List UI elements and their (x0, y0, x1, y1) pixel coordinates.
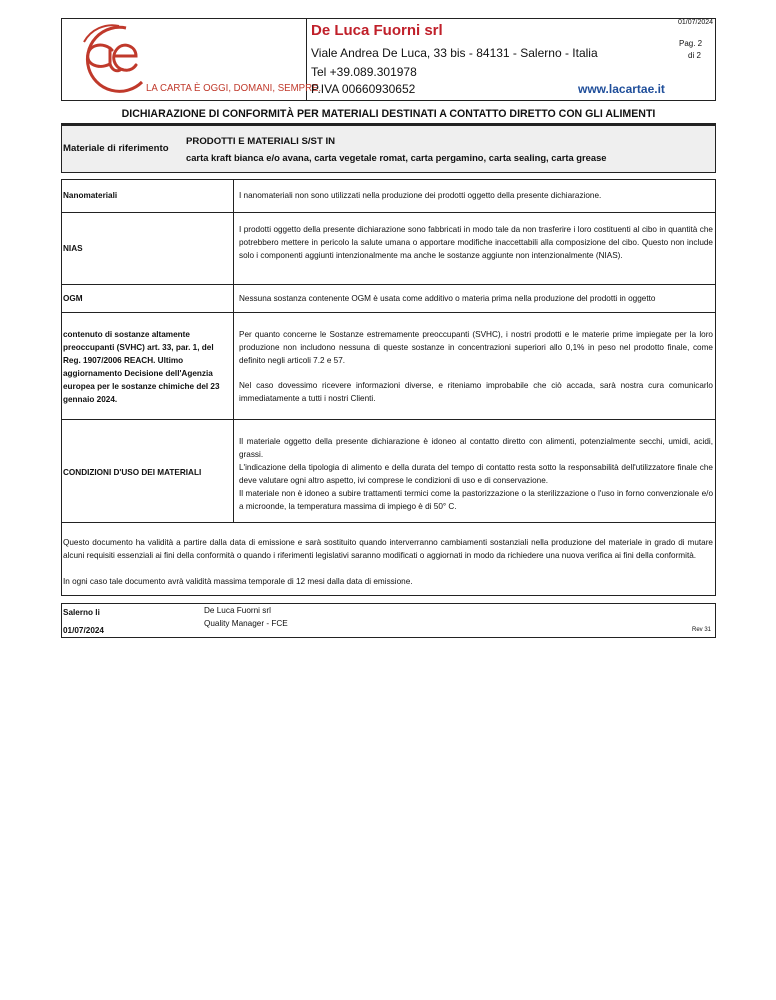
signature-box (61, 603, 716, 638)
nano-label: Nanomateriali (63, 191, 118, 200)
conditions-text-2: L'indicazione della tipologia di alimento e della durata del tempo di contatto resta sotto la responsabilità dell'utilizzatore finale che deve valutare ogni altro aspetto, ivi comprese le condizioni di uso e di conservazione. (239, 463, 713, 485)
footer-company: De Luca Fuorni srl (204, 606, 271, 615)
reference-label: Materiale di riferimento (63, 143, 169, 154)
page-number: Pag. 2 (679, 39, 703, 48)
document-title: DICHIARAZIONE DI CONFORMITÀ PER MATERIALI DESTINATI A CONTATTO DIRETTO CON GLI ALIMENTI (121, 108, 656, 120)
nias-label: NIAS (63, 244, 83, 253)
row-divider-1 (61, 212, 716, 213)
svhc-label: contenuto di sostanze altamente preoccupanti (SVHC) art. 33, par. 1, del Reg. 1907/2006 REACH. Ultimo aggiornamento Decisione dell'Agenzia europea per le sostanze chimiche del 23 gennaio 2024. (63, 330, 220, 404)
row-divider-2 (61, 284, 716, 285)
company-address: Viale Andrea De Luca, 33 bis - 84131 - Salerno - Italia (311, 46, 598, 60)
company-logo (64, 20, 322, 98)
footer-place: Salerno li (63, 608, 100, 617)
conditions-label: CONDIZIONI D'USO DEI MATERIALI (63, 468, 202, 477)
nias-text: I prodotti oggetto della presente dichiarazione sono fabbricati in modo tale da non trasferire i loro costituenti al cibo in quantità che potrebbero mettere in pericolo la salute umana o apportare modifiche inaccettabili alla composizione del cibo. Questo non include solo i componenti aggiunti intenzionalmente ma anche le sostanze aggiunte non intenzionalmente (NIAS). (239, 225, 713, 260)
footer-role: Quality Manager - FCE (204, 619, 288, 628)
row-divider-5 (61, 522, 716, 523)
company-phone: Tel +39.089.301978 (311, 65, 417, 79)
table-column-divider (233, 179, 234, 522)
conditions-text-1: Il materiale oggetto della presente dichiarazione è idoneo al contatto diretto con alimenti, potenzialmente secchi, umidi, acidi, grassi. (239, 437, 713, 459)
ogm-label: OGM (63, 294, 83, 303)
reference-product-line: PRODOTTI E MATERIALI S/ST IN (186, 136, 336, 147)
company-website[interactable]: www.lacartae.it (578, 82, 665, 96)
reference-materials: carta kraft bianca e/o avana, carta vegetale romat, carta pergamino, carta sealing, carta grease (186, 152, 607, 163)
nano-text: I nanomateriali non sono utilizzati nella produzione dei prodotti oggetto della presente dichiarazione. (239, 191, 602, 200)
row-divider-4 (61, 419, 716, 420)
company-vat: P.IVA 00660930652 (311, 82, 416, 96)
validity-text-1: Questo documento ha validità a partire dalla data di emissione e sarà sostituito quando interverranno cambiamenti sostanziali nella produzione del materiale in grado di mutare alcuni requisiti essenziali ai fini della conformità o quando i riferimenti legislativi saranno modificati o aggiornati in modo da richiedere una nuova verifica ai fini della conformità. (63, 538, 713, 560)
logo-slogan: LA CARTA È OGGI, DOMANI, SEMPRE. (146, 82, 322, 94)
header-date: 01/07/2024 (678, 19, 714, 26)
company-name: De Luca Fuorni srl (311, 22, 443, 39)
validity-text-2: In ogni caso tale documento avrà validità massima temporale di 12 mesi dalla data di emissione. (63, 577, 413, 586)
row-divider-3 (61, 312, 716, 313)
footer-date: 01/07/2024 (63, 626, 104, 635)
page-total: di 2 (688, 51, 701, 60)
conditions-text-3: Il materiale non è idoneo a subire trattamenti termici come la pastorizzazione o la sterilizzazione o l'uso in forno convenzionale e/o a microonde, la temperatura massima di impiego è di 50° C. (239, 489, 713, 511)
svhc-text-1: Per quanto concerne le Sostanze estremamente preoccupanti (SVHC), i nostri prodotti e le materie prime impiegate per la loro produzione non includono nessuna di queste sostanze in concentrazioni superiori allo 0,1% in peso nel prodotto finale, come definito negli articoli 7.2 e 57. (239, 330, 713, 365)
svhc-text-2: Nel caso dovessimo ricevere informazioni diverse, e riteniamo improbabile che ciò accada, sarà nostra cura comunicarlo immediatamente a tutti i nostri Clienti. (239, 381, 713, 403)
revision-number: Rev 31 (692, 627, 712, 633)
ogm-text: Nessuna sostanza contenente OGM è usata come additivo o materia prima nella produzione del prodotti in oggetto (239, 294, 656, 303)
